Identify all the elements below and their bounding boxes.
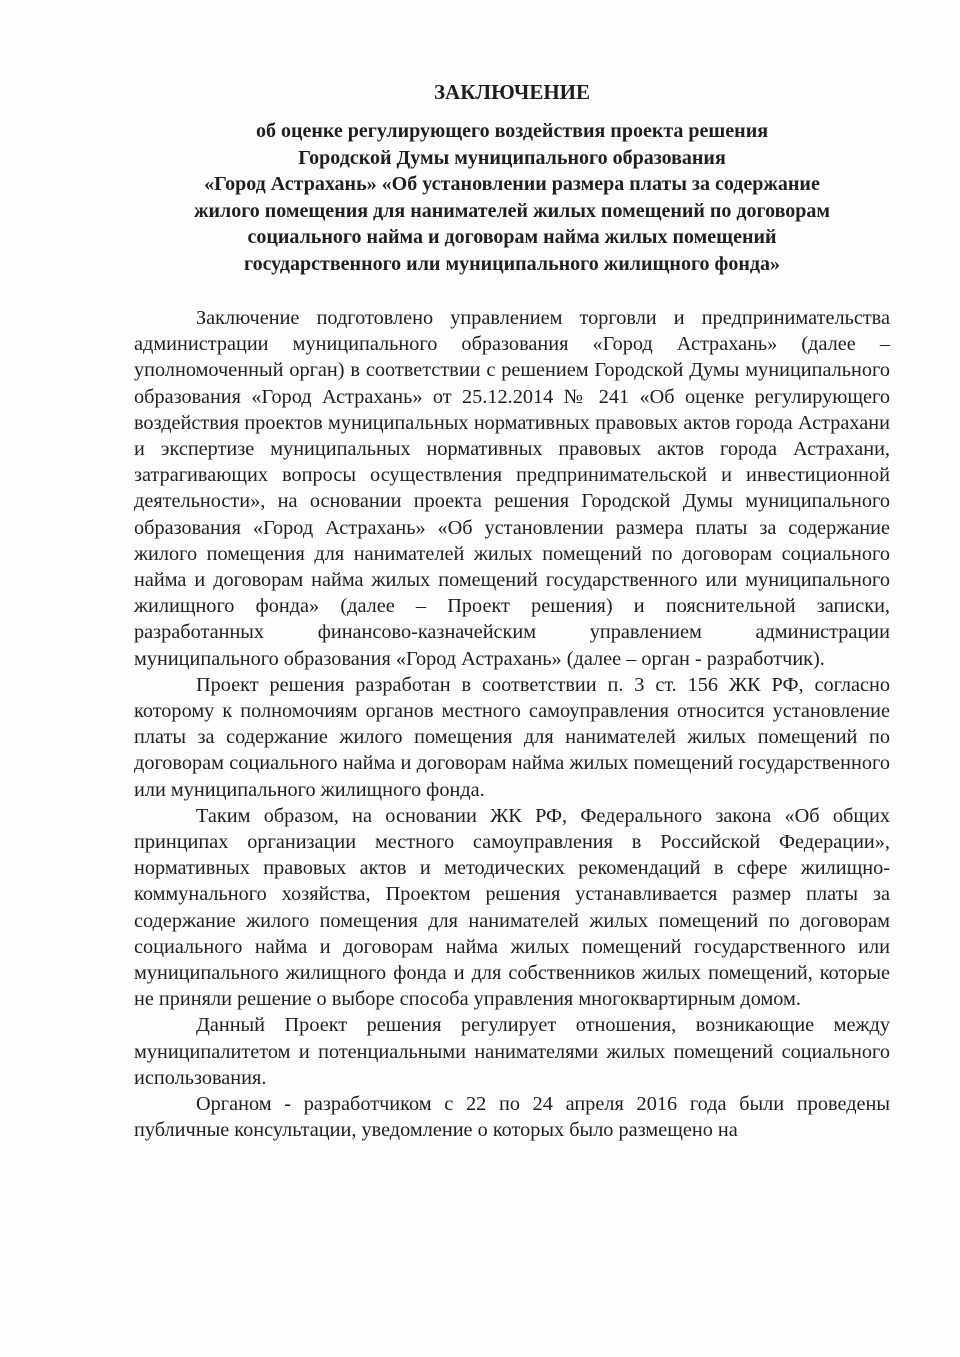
document-subtitle xyxy=(134,118,890,277)
paragraph-public-consultations: Органом - разработчиком с 22 по 24 апреля 2016 года были проведены публичные консультации, уведомление о которых было размещено на xyxy=(134,1093,890,1142)
paragraph-regulated-relations: Данный Проект решения регулирует отношения, возникающие между муниципалитетом и потенциальными нанимателями жилых помещений социального использования. xyxy=(134,1014,890,1089)
document-title: ЗАКЛЮЧЕНИЕ xyxy=(433,80,591,104)
subtitle-line: об оценке регулирующего воздействия проекта решения xyxy=(255,120,769,142)
paragraph-legal-basis: Таким образом, на основании ЖК РФ, Федерального закона «Об общих принципах организации местного самоуправления в Российской Федерации», нормативных правовых актов и методических рекомендаций в сфере жилищно-коммунального хозяйства, Проектом решения устанавливается размер платы за содержание жилого помещения для нанимателей жилых помещений по договорам социального найма и договорам найма жилых помещений государственного или муниципального жилищного фонда и для собственников жилых помещений, которые не приняли решение о выборе способа управления многоквартирным домом. xyxy=(134,804,890,1011)
paragraph-project-developed: Проект решения разработан в соответствии п. 3 ст. 156 ЖК РФ, согласно которому к полномочиям органов местного самоуправления относится установление платы за содержание жилого помещения для нанимателей жилых помещений по договорам социального найма и договорам найма жилых помещений государственного или муниципального жилищного фонда. xyxy=(134,673,890,801)
subtitle-line: «Город Астрахань» «Об установлении размера платы за содержание xyxy=(204,173,820,195)
subtitle-line: Городской Думы муниципального образования xyxy=(298,146,726,169)
subtitle-line: социального найма и договорам найма жилых помещений xyxy=(247,226,777,248)
subtitle-line: жилого помещения для нанимателей жилых помещений по договорам xyxy=(193,199,831,222)
subtitle-line: государственного или муниципального жилищного фонда» xyxy=(243,252,780,275)
paragraph-conclusion-prepared: Заключение подготовлено управлением торговли и предпринимательства администрации муниципального образования «Город Астрахань» (далее – уполномоченный орган) в соответствии с решением Городской Думы муниципального образования «Город Астрахань» от 25.12.2014 № 241 «Об оценке регулирующего воздействия проектов муниципальных нормативных правовых актов города Астрахани и экспертизе муниципальных нормативных правовых актов города Астрахани, затрагивающих вопросы осуществления предпринимательской и инвестиционной деятельности», на основании проекта решения Городской Думы муниципального образования «Город Астрахань» «Об установлении размера платы за содержание жилого помещения для нанимателей жилых помещений по договорам социального найма и договорам найма жилых помещений государственного или муниципального жилищного фонда» (далее – Проект решения) и пояснительной записки, разработанных финансово-казначейским управлением администрации муниципального образования «Город Астрахань» (далее – орган - разработчик). xyxy=(134,307,890,670)
document-body xyxy=(134,78,890,1144)
